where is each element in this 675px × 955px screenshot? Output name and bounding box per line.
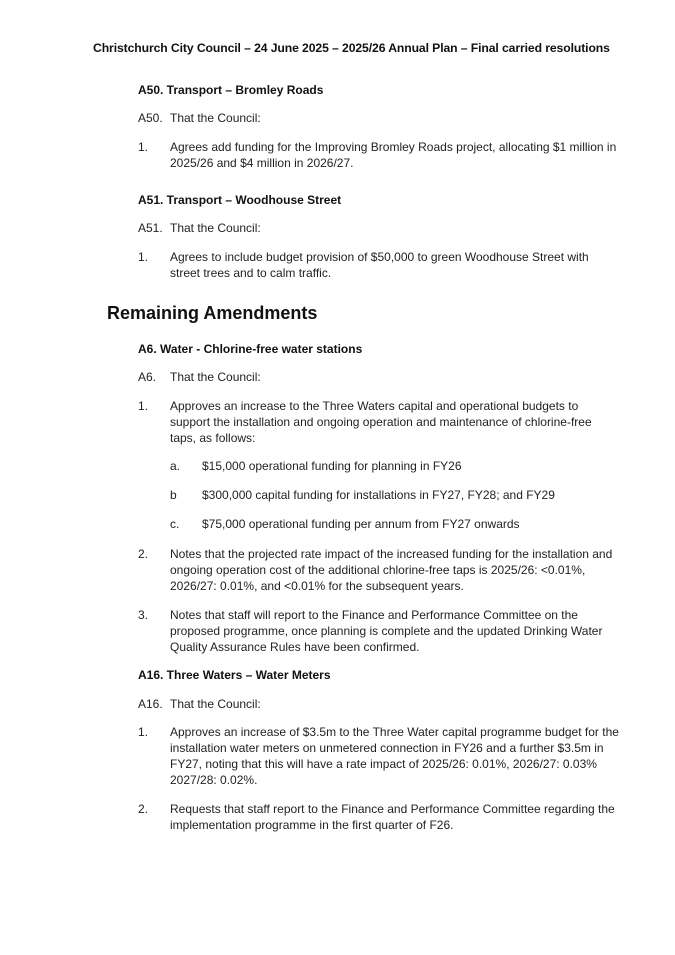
item-text: Approves an increase to the Three Waters capital and operational budgets to support the installation and ongoing operation and maintenance of chlorine-free taps, as follows:: [170, 399, 592, 445]
resolution-text: That the Council:: [170, 221, 261, 235]
resolution-id: A16.: [138, 697, 163, 711]
item-number: 3.: [138, 608, 149, 622]
subitem-text: $15,000 operational funding for planning in FY26: [202, 459, 462, 473]
running-header: Christchurch City Council – 24 June 2025 – 2025/26 Annual Plan – Final carried resolutions: [93, 41, 610, 55]
resolution-text: That the Council:: [170, 697, 261, 711]
item-text: Agrees to include budget provision of $50,000 to green Woodhouse Street with street trees and to calm traffic.: [170, 250, 589, 280]
subitem-letter: c.: [170, 517, 180, 531]
resolution-id: A50.: [138, 111, 163, 125]
item-text: Agrees add funding for the Improving Bromley Roads project, allocating $1 million in 2025/26 and $4 million in 2026/27.: [170, 140, 617, 170]
subitem-text: $300,000 capital funding for installations in FY27, FY28; and FY29: [202, 488, 555, 502]
resolution-text: That the Council:: [170, 111, 261, 125]
item-number: 1.: [138, 250, 149, 264]
section-heading-a51: A51. Transport – Woodhouse Street: [138, 193, 342, 207]
remaining-amendments-heading: Remaining Amendments: [107, 303, 318, 323]
item-text: Requests that staff report to the Finance and Performance Committee regarding the implementation programme in the first quarter of F26.: [170, 802, 615, 832]
item-text: Notes that the projected rate impact of the increased funding for the installation and ongoing operation cost of the additional chlorine-free taps is 2025/26: <0.01%, 2026/27: 0.01%, and <0.01% for the subsequent years.: [170, 547, 613, 593]
item-number: 1.: [138, 140, 149, 154]
resolution-id: A51.: [138, 221, 163, 235]
subitem-text: $75,000 operational funding per annum from FY27 onwards: [202, 517, 520, 531]
resolution-id: A6.: [138, 370, 157, 384]
resolution-text: That the Council:: [170, 370, 261, 384]
section-heading-a6: A6. Water - Chlorine-free water stations: [138, 342, 363, 356]
subitem-letter: a.: [170, 459, 181, 473]
item-number: 1.: [138, 725, 149, 739]
item-text: Notes that staff will report to the Finance and Performance Committee on the proposed programme, once planning is complete and the updated Drinking Water Quality Assurance Rules have been confirmed.: [170, 608, 603, 654]
item-number: 1.: [138, 399, 149, 413]
section-heading-a50: A50. Transport – Bromley Roads: [138, 83, 324, 97]
subitem-letter: b: [170, 488, 177, 502]
item-text: Approves an increase of $3.5m to the Three Water capital programme budget for the installation water meters on unmetered connection in FY26 and a further $3.5m in FY27, noting that this will have a rate impact of 2025/26: 0.01%, 2026/27: 0.03% 2027/28: 0.02%.: [170, 725, 619, 787]
item-number: 2.: [138, 547, 149, 561]
item-number: 2.: [138, 802, 149, 816]
section-heading-a16: A16. Three Waters – Water Meters: [138, 668, 331, 682]
